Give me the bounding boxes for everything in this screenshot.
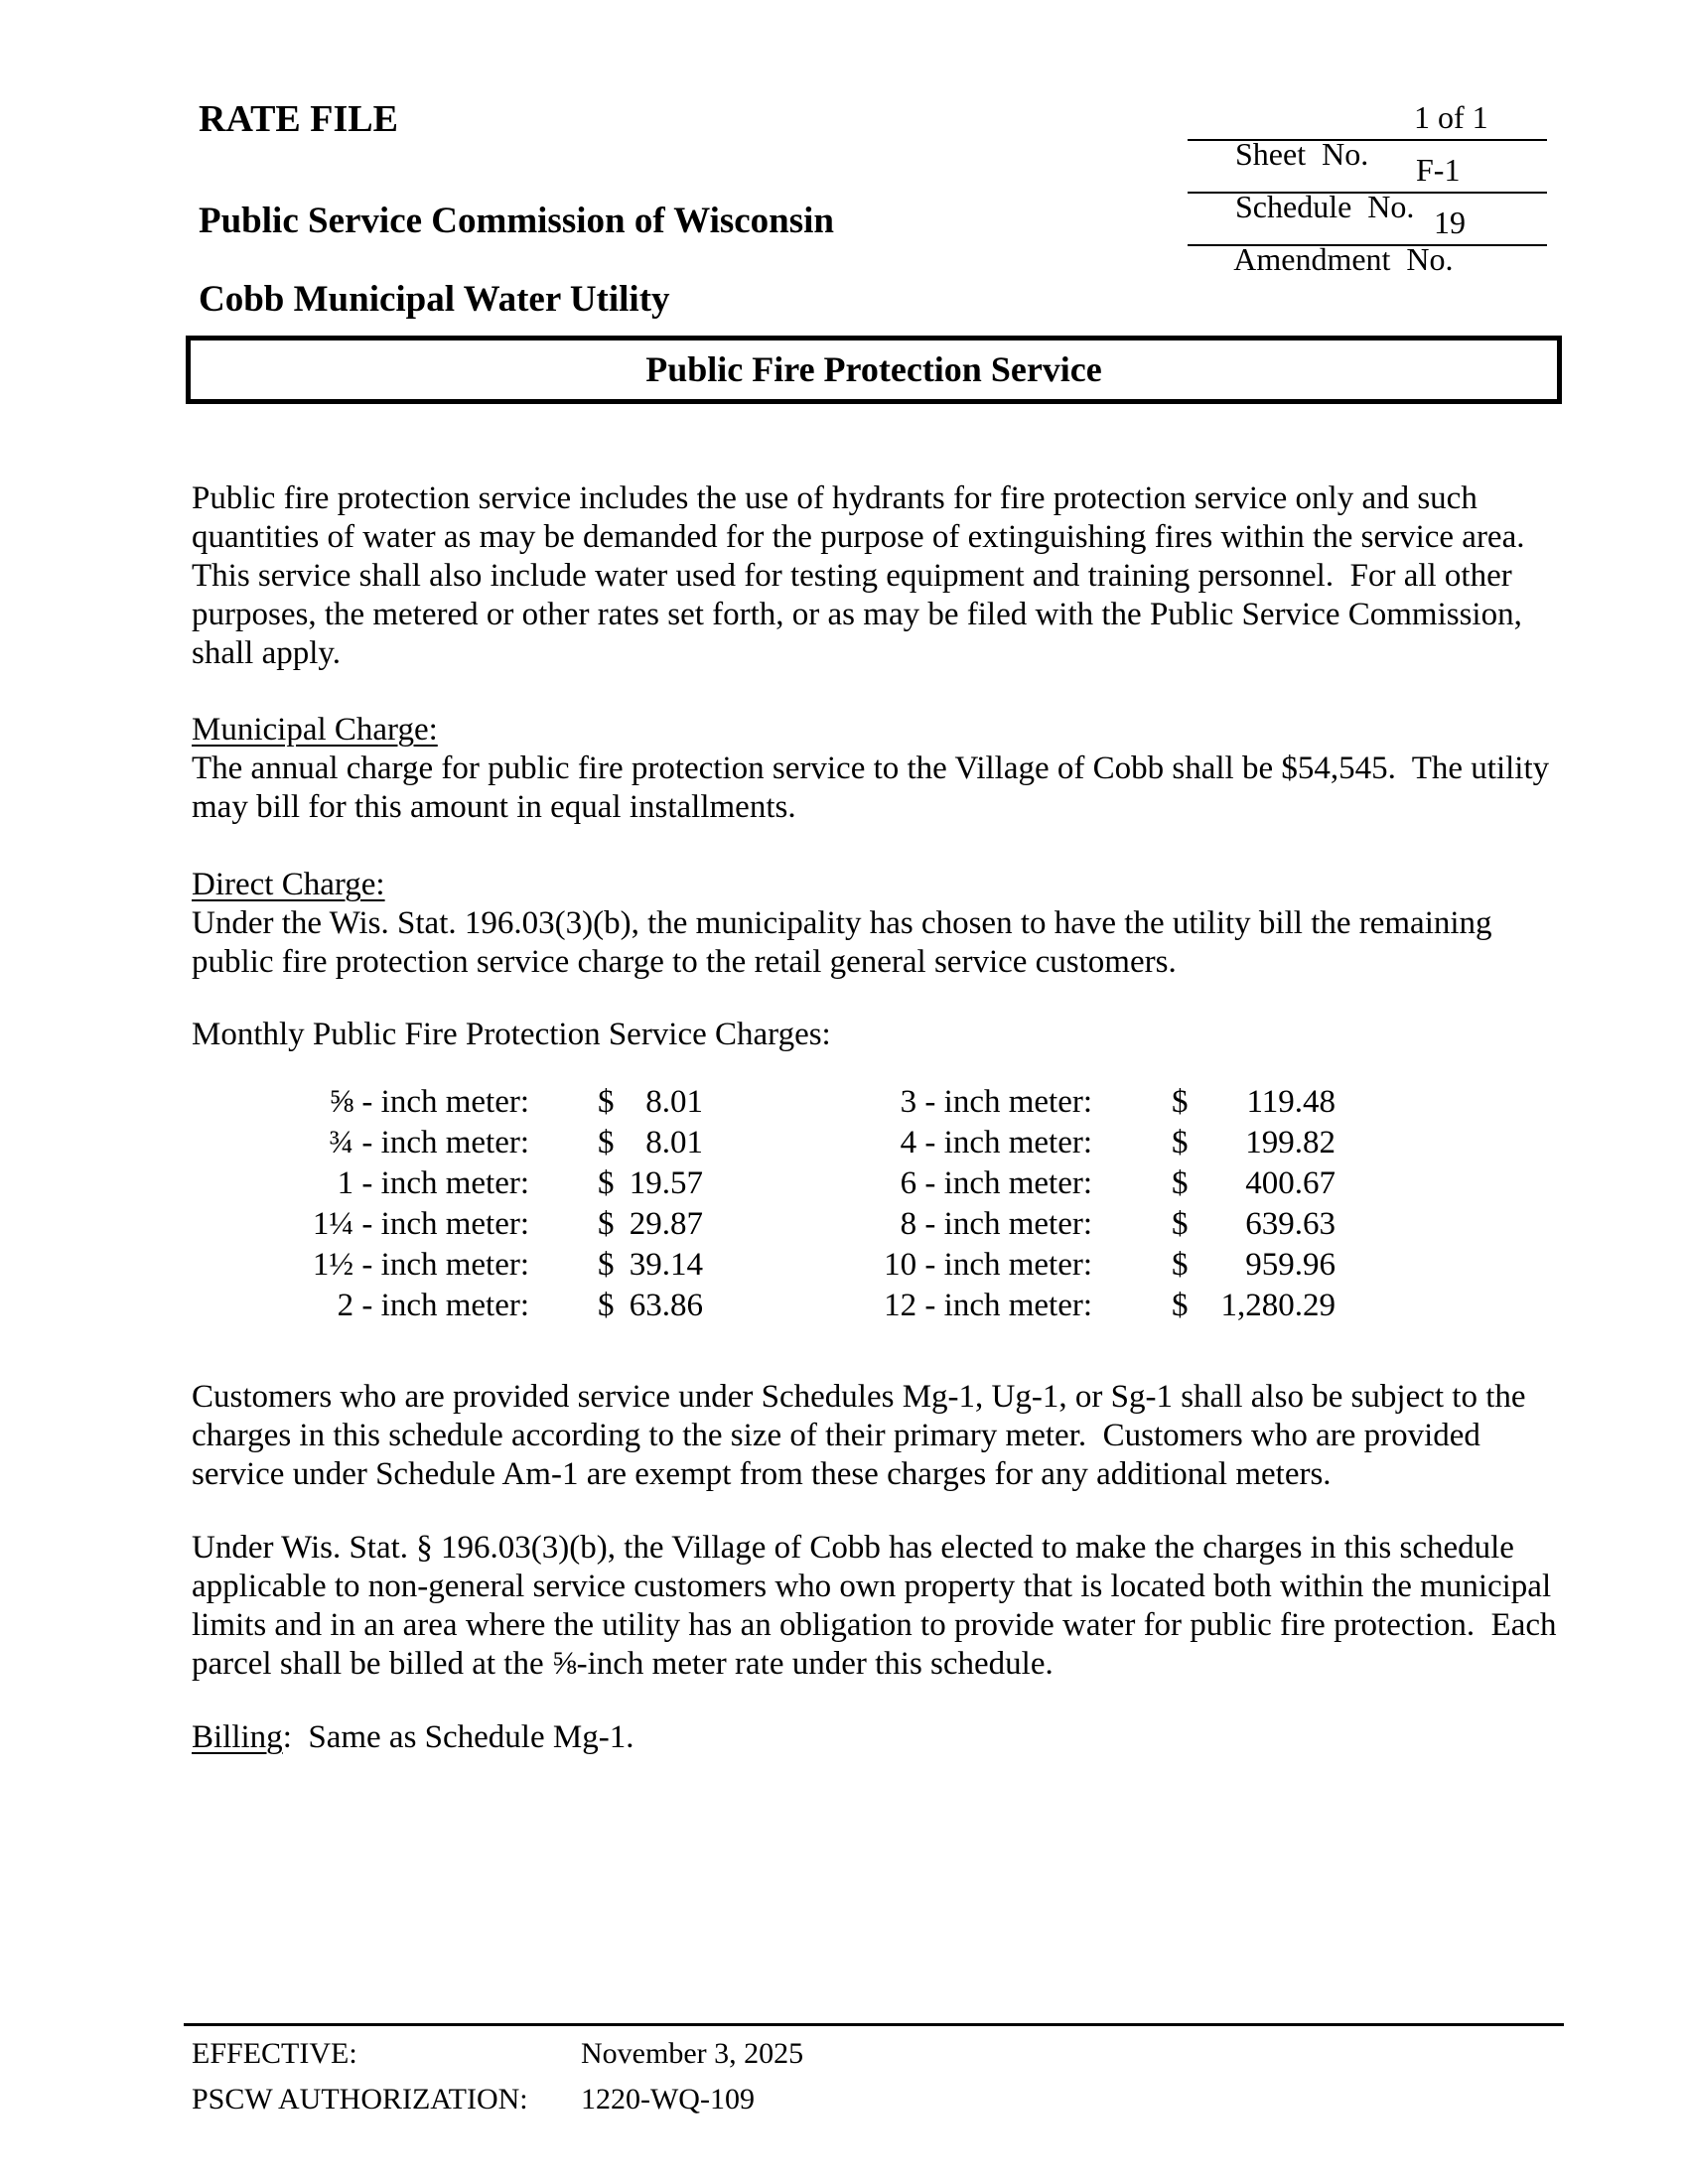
charge-amount: 8.01: [645, 1125, 703, 1160]
currency-symbol: $: [598, 1206, 615, 1242]
charge-amount: 400.67: [1245, 1165, 1336, 1201]
charge-amount: 1,280.29: [1220, 1288, 1336, 1323]
charge-row: [192, 1204, 1336, 1245]
meter-size-label: 1½ - inch meter:: [312, 1247, 529, 1283]
meter-size-label: 1¼ - inch meter:: [312, 1206, 529, 1242]
billing-line: [192, 1718, 1564, 1757]
currency-symbol: $: [598, 1288, 615, 1323]
currency-symbol: $: [1172, 1084, 1189, 1120]
intro-paragraph: Public fire protection service includes the use of hydrants for fire protection service only and such quantities of water as may be demanded for the purpose of extinguishing fires within the service area. This service shall also include water used for testing equipment and training personnel. For all other purposes, the metered or other rates set forth, or as may be filed with the Public Service Commission, shall apply.: [192, 480, 1541, 671]
charge-amount: 8.01: [645, 1084, 703, 1120]
currency-symbol: $: [1172, 1206, 1189, 1242]
utility-name: Cobb Municipal Water Utility: [199, 279, 670, 320]
meter-size-label: 6 - inch meter:: [900, 1165, 1092, 1201]
amendment-number-value: 19: [1434, 205, 1466, 240]
effective-value: November 3, 2025: [581, 2037, 804, 2070]
charge-amount: 639.63: [1245, 1206, 1336, 1242]
sheet-number-label: Sheet No.: [1235, 136, 1369, 172]
charge-amount: 29.87: [629, 1206, 703, 1242]
authorization-row: [192, 2083, 1564, 2116]
rate-file-label: RATE FILE: [199, 98, 398, 140]
meter-size-label: ¾ - inch meter:: [329, 1125, 529, 1160]
title-box: [186, 336, 1562, 404]
effective-label: EFFECTIVE:: [192, 2037, 357, 2070]
municipal-charge-heading: [192, 711, 1564, 750]
meter-size-label: 4 - inch meter:: [900, 1125, 1092, 1160]
charge-row: [192, 1123, 1336, 1163]
currency-symbol: $: [598, 1165, 615, 1201]
currency-symbol: $: [598, 1247, 615, 1283]
sheet-number-row: [1188, 99, 1547, 172]
page-title: Public Fire Protection Service: [645, 349, 1102, 389]
direct-charge-heading: [192, 866, 1564, 904]
amendment-number-row: [1188, 205, 1547, 277]
charge-amount: 63.86: [629, 1288, 703, 1323]
currency-symbol: $: [1172, 1247, 1189, 1283]
charge-amount: 39.14: [629, 1247, 703, 1283]
charge-row: [192, 1286, 1336, 1326]
direct-charge-paragraph: Under the Wis. Stat. 196.03(3)(b), the municipality has chosen to have the utility bill the remaining public fire protection service charge to the retail general service customers.: [192, 905, 1500, 980]
currency-symbol: $: [1172, 1165, 1189, 1201]
currency-symbol: $: [598, 1125, 615, 1160]
meter-size-label: 3 - inch meter:: [900, 1084, 1092, 1120]
effective-row: [192, 2037, 1564, 2071]
currency-symbol: $: [1172, 1125, 1189, 1160]
charges-table: [192, 1082, 1336, 1326]
meter-size-label: 8 - inch meter:: [900, 1206, 1092, 1242]
billing-heading: Billing: [192, 1719, 283, 1755]
authorization-value: 1220-WQ-109: [581, 2083, 755, 2116]
municipal-charge-heading-text: Municipal Charge:: [192, 712, 438, 748]
commission-name: Public Service Commission of Wisconsin: [199, 201, 835, 241]
charge-row: [192, 1082, 1336, 1123]
direct-charge-heading-text: Direct Charge:: [192, 867, 385, 902]
amendment-number-label: Amendment No.: [1233, 241, 1454, 277]
municipal-charge-paragraph: The annual charge for public fire protection service to the Village of Cobb shall be $54,545. The utility may bill for this amount in equal installments.: [192, 751, 1558, 825]
charge-amount: 199.82: [1245, 1125, 1336, 1160]
schedules-note-paragraph: Customers who are provided service under Schedules Mg-1, Ug-1, or Sg-1 shall also be subject to the charges in this schedule according to the size of their primary meter. Customers who are provided service under Schedule Am-1 are exempt from these charges for any additional meters.: [192, 1379, 1534, 1492]
meter-size-label: 12 - inch meter:: [884, 1288, 1092, 1323]
statute-paragraph: Under Wis. Stat. § 196.03(3)(b), the Village of Cobb has elected to make the charges in this schedule applicable to non-general service customers who own property that is located both within the municipal limits and in an area where the utility has an obligation to provide water for public fire protection. Each parcel shall be billed at the ⅝-inch meter rate under this schedule.: [192, 1530, 1565, 1682]
footer-rule: [184, 2023, 1564, 2026]
schedule-number-label: Schedule No.: [1235, 189, 1415, 224]
authorization-label: PSCW AUTHORIZATION:: [192, 2083, 528, 2116]
sheet-info-block: [1188, 99, 1547, 277]
meter-size-label: 1 - inch meter:: [337, 1165, 529, 1201]
charge-row: [192, 1163, 1336, 1204]
meter-size-label: 10 - inch meter:: [884, 1247, 1092, 1283]
meter-size-label: 2 - inch meter:: [337, 1288, 529, 1323]
charge-amount: 19.57: [629, 1165, 703, 1201]
monthly-charges-heading: Monthly Public Fire Protection Service Charges:: [192, 1017, 831, 1052]
currency-symbol: $: [598, 1084, 615, 1120]
charge-amount: 119.48: [1246, 1084, 1336, 1120]
charge-row: [192, 1245, 1336, 1286]
schedule-number-value: F-1: [1416, 152, 1461, 188]
sheet-number-value: 1 of 1: [1414, 99, 1488, 135]
currency-symbol: $: [1172, 1288, 1189, 1323]
meter-size-label: ⅝ - inch meter:: [329, 1084, 529, 1120]
charge-amount: 959.96: [1245, 1247, 1336, 1283]
billing-text: : Same as Schedule Mg-1.: [282, 1719, 634, 1755]
